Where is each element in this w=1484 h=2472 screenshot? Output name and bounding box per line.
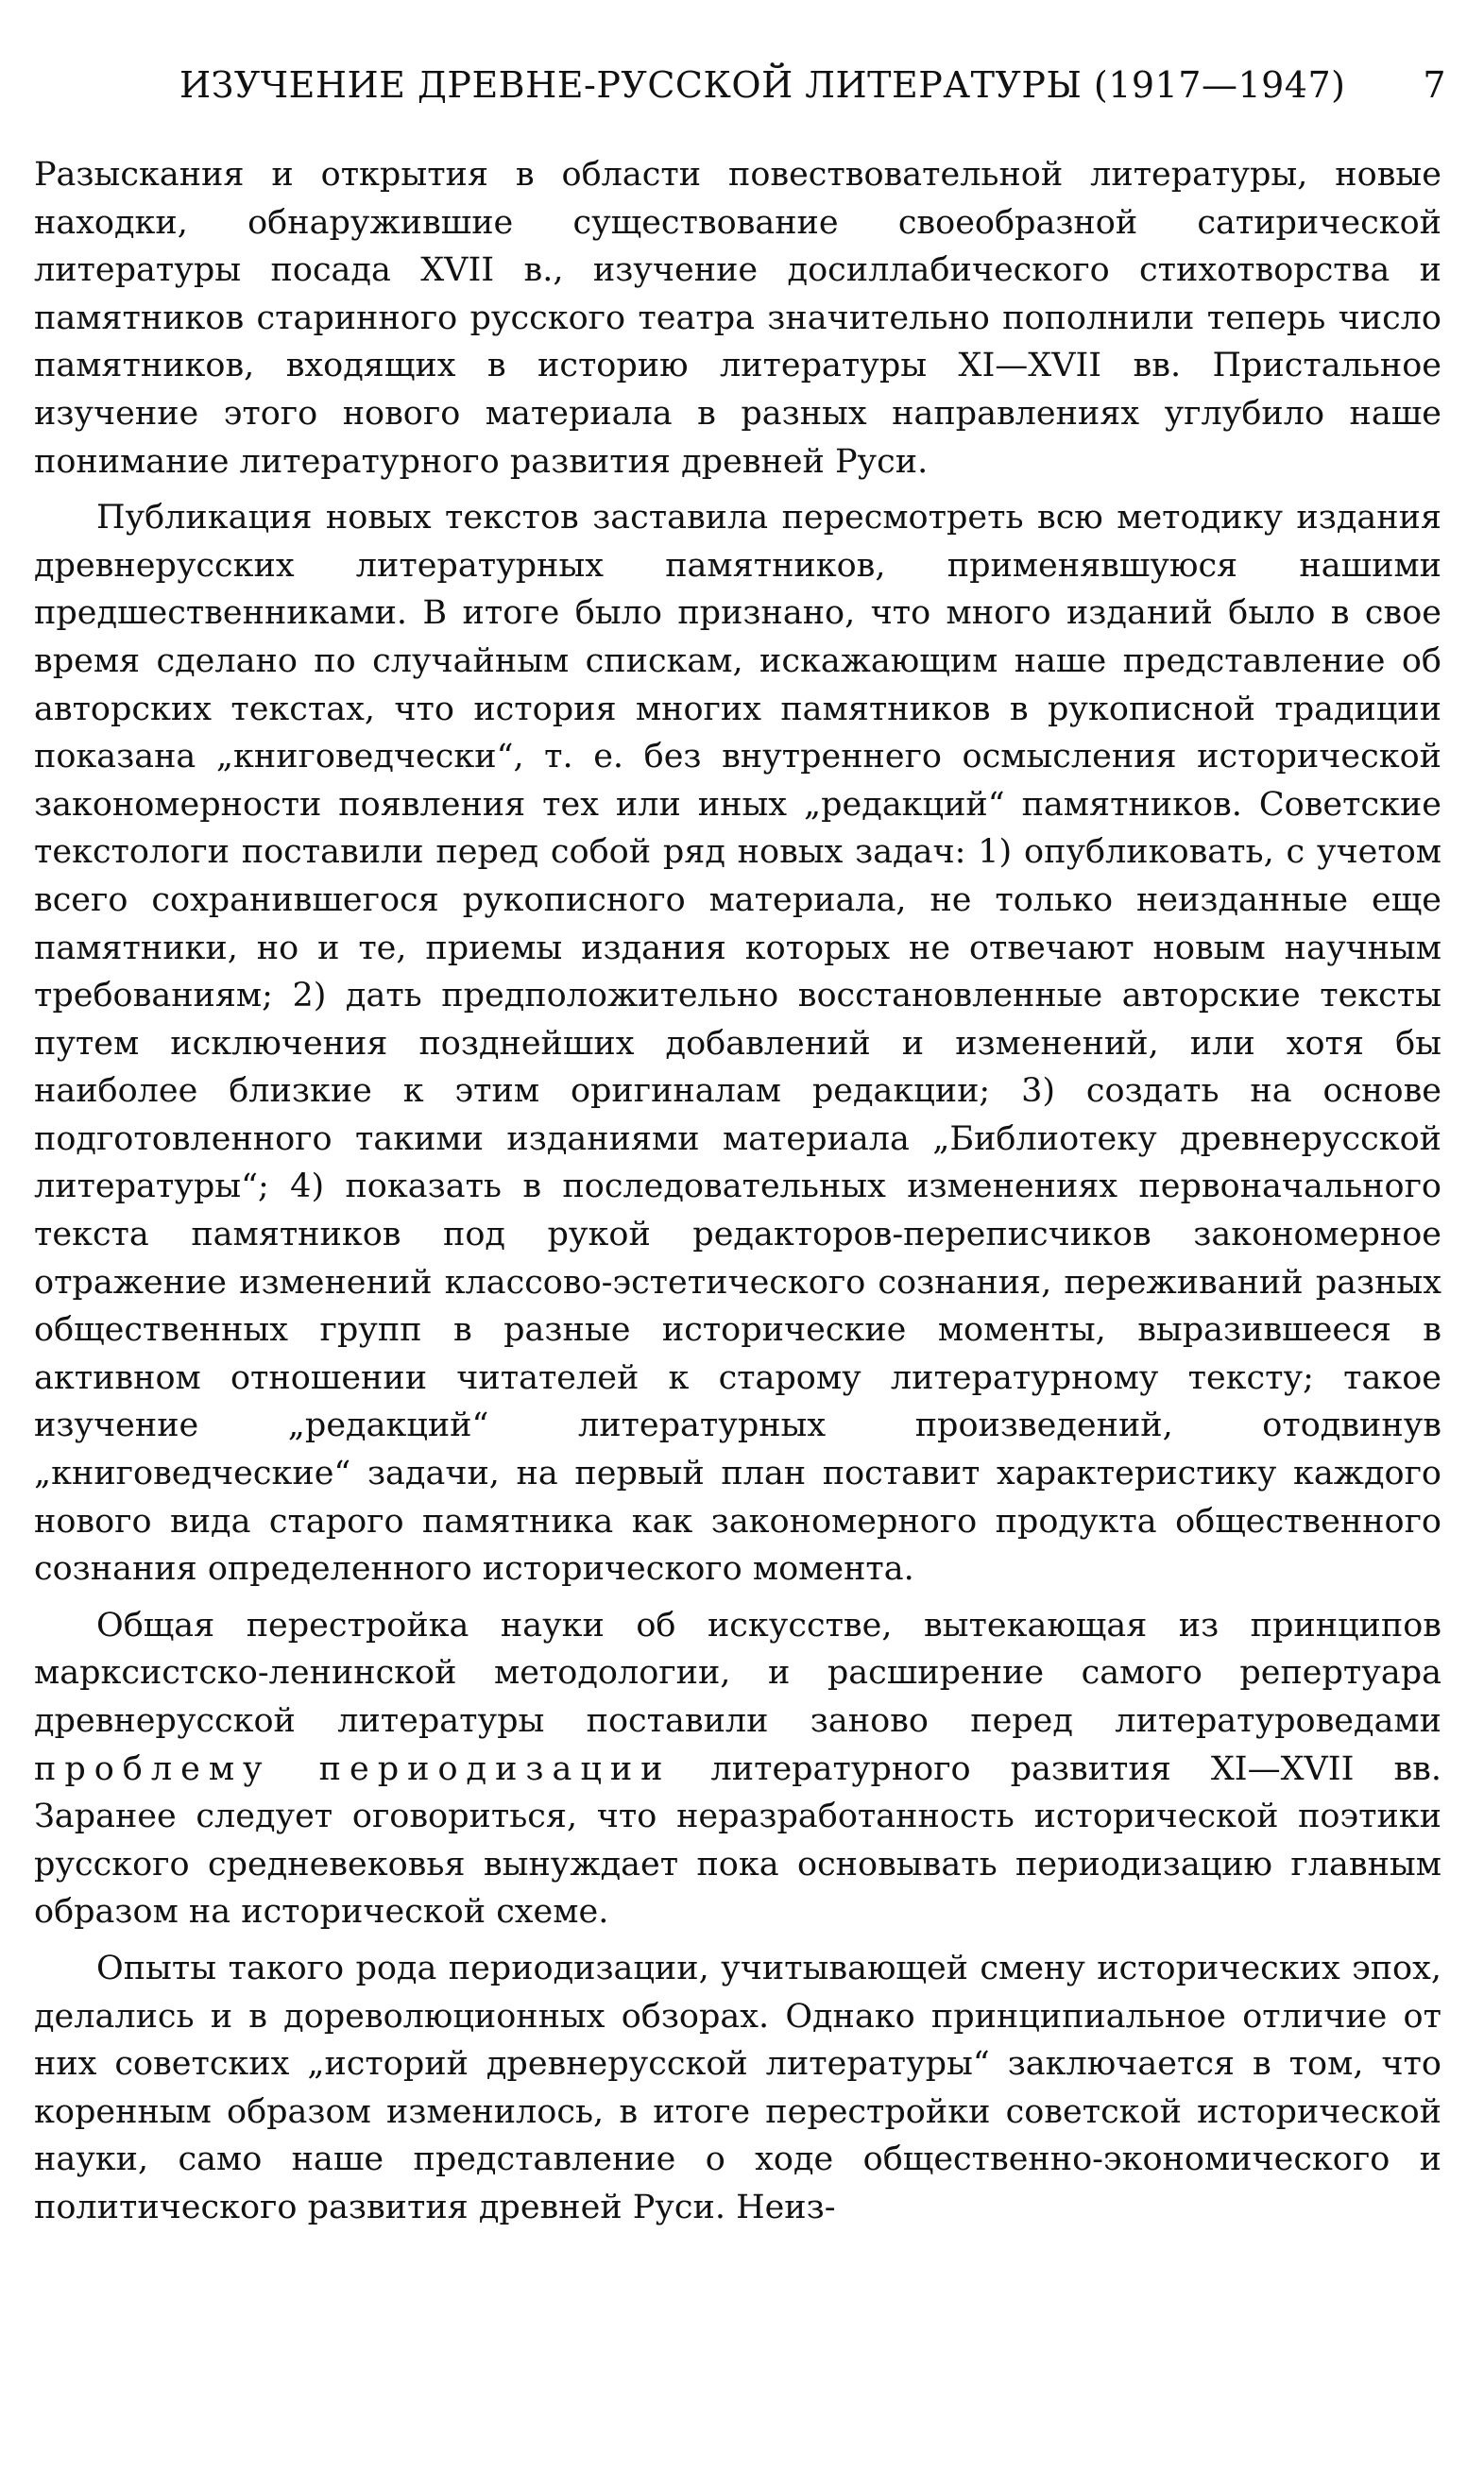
paragraph-3 xyxy=(34,1602,1441,1936)
running-title: ИЗУЧЕНИЕ ДРЕВНЕ-РУССКОЙ ЛИТЕРАТУРЫ (1917—1947) xyxy=(179,64,1346,106)
paragraph-3-after: литературного развития XI—XVII вв. Заранее следует оговориться, что неразработанность исторической поэтики русского средневековья вынуждает пока основывать периодизацию главным образом на исторической схеме. xyxy=(34,1749,1441,1932)
page-number: 7 xyxy=(1423,64,1446,106)
paragraph-4: Опыты такого рода периодизации, учитывающей смену исторических эпох, делались и в дореволюционных обзорах. Однако принципиальное отличие от них советских „историй древнерусской литературы“ заключается в том, что коренным образом изменилось, в итоге перестройки советской исторической науки, само наше представление о ходе общественно-экономического и политического развития древней Руси. Неиз- xyxy=(34,1949,1441,2226)
paragraph-3-before: Общая перестройка науки об искусстве, вытекающая из принципов марксистско-ленинской методологии, и расширение самого репертуара древнерусской литературы поставили заново перед литературоведами xyxy=(34,1606,1441,1740)
emphasized-term: проблему периодизации xyxy=(34,1749,672,1788)
book-page xyxy=(34,57,1446,2241)
running-head xyxy=(34,57,1446,113)
paragraph-1: Разыскания и открытия в области повествовательной литературы, новые находки, обнаружившие существование своеобразной сатирической литературы посада XVII в., изучение досиллабического стихотворства и памятников старинного русского театра значительно пополнили теперь число памятников, входящих в историю литературы XI—XVII вв. Пристальное изучение этого нового материала в разных направлениях углубило наше понимание литературного развития древней Руси. xyxy=(34,156,1441,481)
body-text xyxy=(34,151,1441,2232)
paragraph-2: Публикация новых текстов заставила пересмотреть всю методику издания древнерусских литературных памятников, применявшуюся нашими предшественниками. В итоге было признано, что много изданий было в свое время сделано по случайным спискам, искажающим наше представление об авторских текстах, что история многих памятников в рукописной традиции показана „книговедчески“, т. е. без внутреннего осмысления исторической закономерности появления тех или иных „редакций“ памятников. Советские текстологи поставили перед собой ряд новых задач: 1) опубликовать, с учетом всего сохранившегося рукописного материала, не только неизданные еще памятники, но и те, приемы издания которых не отвечают новым научным требованиям; 2) дать предположительно восстановленные авторские тексты путем исключения позднейших добавлений и изменений, или хотя бы наиболее близкие к этим оригиналам редакции; 3) создать на основе подготовленного такими изданиями материала „Библиотеку древнерусской литературы“; 4) показать в последовательных изменениях первоначального текста памятников под рукой редакторов-переписчиков закономерное отражение изменений классово-эстетического сознания, переживаний разных общественных групп в разные исторические моменты, выразившееся в активном отношении читателей к старому литературному тексту; такое изучение „редакций“ литературных произведений, отодвинув „книговедческие“ задачи, на первый план поставит характеристику каждого нового вида старого памятника как закономерного продукта общественного сознания определенного исторического момента. xyxy=(34,499,1441,1589)
